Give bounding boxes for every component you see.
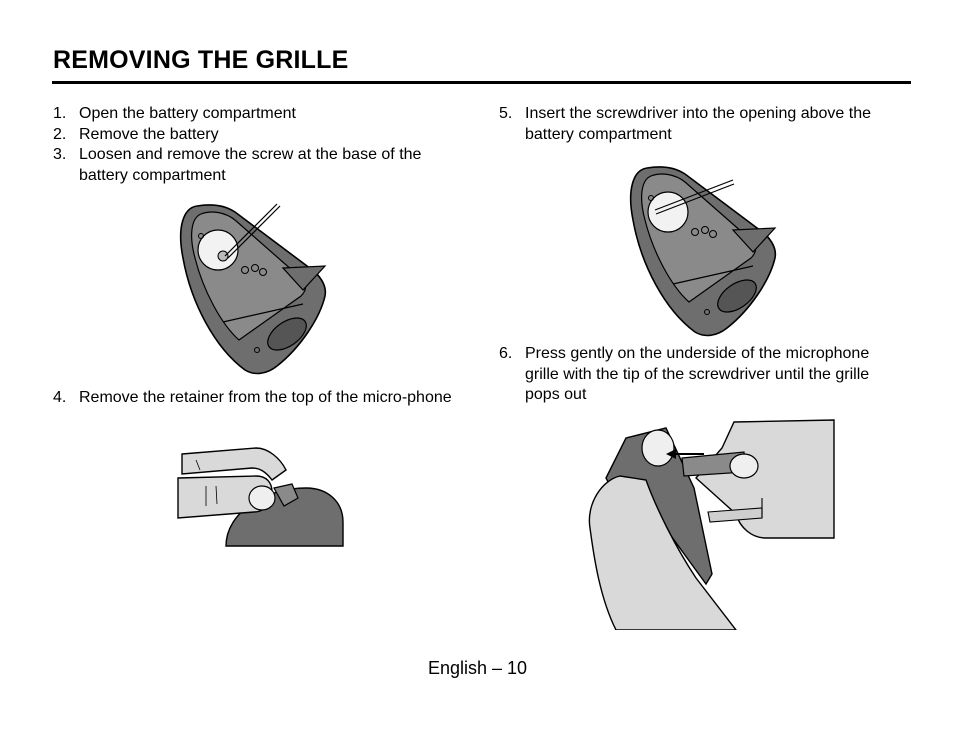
steps-list-left-top <box>53 104 453 186</box>
retainer-removal-illustration <box>176 446 344 548</box>
page-footer: English – 10 <box>428 658 528 678</box>
step-number: 2. <box>53 125 67 143</box>
step-text: Open the battery compartment <box>79 105 296 122</box>
page-title: REMOVING THE GRILLE <box>53 46 349 74</box>
step-number: 4. <box>53 389 67 406</box>
step-number: 5. <box>499 105 513 122</box>
step-text: Remove the retainer from the top of the micro-phone <box>79 389 452 406</box>
step-number: 3. <box>53 146 67 163</box>
step-number: 1. <box>53 105 67 122</box>
thumb-icon <box>642 430 674 466</box>
step-5 <box>499 104 904 145</box>
step-1 <box>53 104 453 125</box>
step-text: Insert the screwdriver into the opening above the battery compartment <box>525 105 871 143</box>
grille-press-illustration <box>586 418 836 630</box>
title-rule <box>52 81 911 84</box>
step-text: Remove the battery <box>79 125 219 143</box>
steps-list-right-top <box>499 104 904 145</box>
step-3 <box>53 145 453 186</box>
steps-list-left-bottom <box>53 388 453 409</box>
screw-icon <box>218 251 228 261</box>
step-number: 6. <box>499 345 513 362</box>
microphone-opening-illustration <box>625 160 785 340</box>
thumb-icon <box>249 486 275 510</box>
step-4 <box>53 388 453 409</box>
steps-list-right-bottom <box>499 344 904 406</box>
microphone-screw-illustration <box>175 198 335 378</box>
step-2 <box>53 125 453 146</box>
step-6 <box>499 344 904 406</box>
step-text: Press gently on the underside of the microphone grille with the tip of the screwdriver until the grille pops out <box>525 345 870 403</box>
step-text: Loosen and remove the screw at the base of the battery compartment <box>79 146 422 184</box>
